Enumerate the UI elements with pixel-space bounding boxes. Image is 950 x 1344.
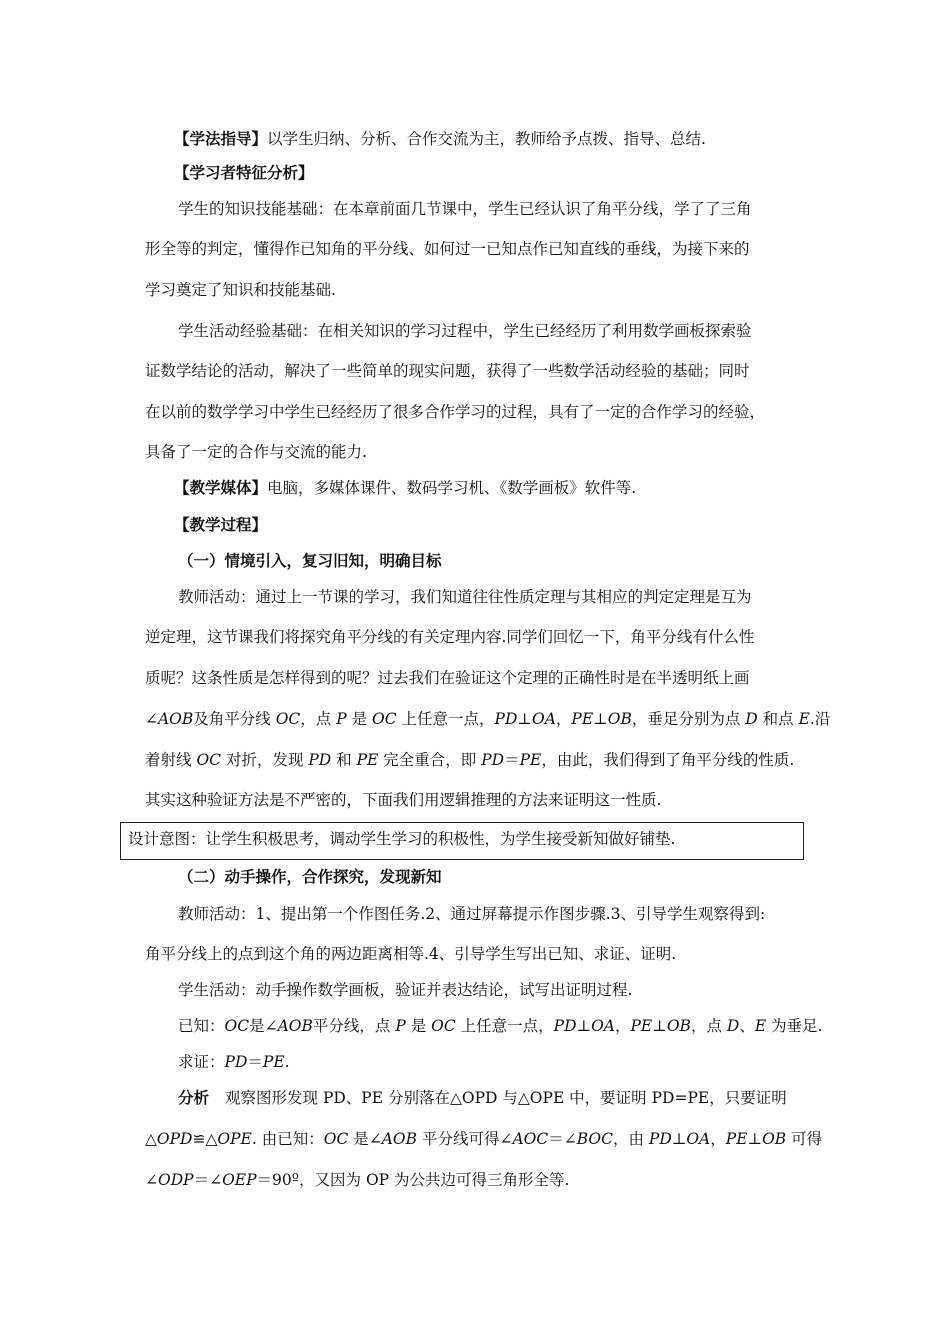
math-text: ∠OEP bbox=[209, 1171, 257, 1189]
text-run: 观察图形发现 PD、PE 分别落在△OPD 与△OPE 中，要证明 PD=PE，只要证明 bbox=[225, 1089, 787, 1107]
math-text: PE bbox=[630, 1017, 653, 1035]
math-text: OPE bbox=[217, 1130, 252, 1148]
math-text: E bbox=[754, 1017, 767, 1035]
text-run: 完全重合，即 bbox=[378, 751, 482, 769]
math-text: OB bbox=[607, 710, 632, 728]
media-line bbox=[174, 478, 636, 498]
paragraph-line: 逆定理，这节课我们将探究角平分线的有关定理内容.同学们回忆一下，角平分线有什么性 bbox=[145, 628, 755, 646]
text-run: ＝ bbox=[548, 1130, 564, 1148]
text-run: 对折，发现 bbox=[221, 751, 309, 769]
design-intent-text: 设计意图：让学生积极思考，调动学生学习的积极性，为学生接受新知做好铺垫. bbox=[128, 830, 676, 848]
math-text: PD bbox=[494, 710, 518, 728]
text-run: ，由 bbox=[612, 1130, 649, 1148]
paragraph-line: 具备了一定的合作与交流的能力. bbox=[145, 443, 367, 461]
math-text: OC bbox=[372, 710, 397, 728]
analysis-line bbox=[178, 1088, 787, 1108]
math-text: PE bbox=[571, 710, 594, 728]
section2-title: （二）动手操作，合作探究，发现新知 bbox=[178, 868, 442, 886]
paragraph-line bbox=[145, 750, 794, 770]
math-text: OC bbox=[224, 1017, 250, 1035]
paragraph-line: 学习奠定了知识和技能基础. bbox=[145, 281, 336, 299]
analysis-label: 分析 bbox=[178, 1089, 210, 1107]
text-run: 着射线 bbox=[145, 751, 197, 769]
math-text: PE bbox=[519, 751, 542, 769]
text-run: △ bbox=[145, 1130, 157, 1148]
text-run: 已知： bbox=[178, 1017, 225, 1035]
text-run: ＝ bbox=[247, 1053, 263, 1071]
learner-analysis-heading: 【学习者特征分析】 bbox=[174, 164, 314, 182]
text-run: 是 bbox=[249, 1017, 265, 1035]
math-text: PD bbox=[553, 1017, 577, 1035]
paragraph-line: 其实这种验证方法是不严密的，下面我们用逻辑推理的方法来证明这一性质. bbox=[145, 791, 662, 809]
text-run: 平分线，点 bbox=[312, 1017, 396, 1035]
math-text: ∠BOC bbox=[563, 1130, 613, 1148]
text-run: ⊥ bbox=[576, 1017, 592, 1035]
paragraph-line: 学生活动经验基础：在相关知识的学习过程中，学生已经经历了利用数学画板探索验 bbox=[178, 322, 752, 340]
text-run: ＝ bbox=[193, 1171, 210, 1189]
math-text: ∠AOB bbox=[264, 1017, 313, 1035]
text-run: ，由此，我们得到了角平分线的性质. bbox=[541, 751, 795, 769]
text-run: 平分线可得 bbox=[417, 1130, 500, 1148]
math-text: PD bbox=[224, 1053, 248, 1071]
media-text: 电脑，多媒体课件、数码学习机、《数学画板》软件等. bbox=[267, 479, 637, 497]
math-text: D bbox=[745, 710, 758, 728]
text-run: 是 bbox=[405, 1017, 432, 1035]
text-run: 和点 bbox=[757, 710, 799, 728]
math-text: PD bbox=[308, 751, 332, 769]
section1-title: （一）情境引入，复习旧知，明确目标 bbox=[178, 552, 442, 570]
text-run: 可得 bbox=[786, 1130, 823, 1148]
text-run: ⊥ bbox=[671, 1130, 687, 1148]
paragraph-line: 在以前的数学学习中学生已经经历了很多合作学习的过程，具有了一定的合作学习的经验， bbox=[145, 403, 766, 421]
text-run: 是 bbox=[346, 710, 373, 728]
text-run: ⊥ bbox=[517, 710, 532, 728]
text-run: ≌△ bbox=[192, 1130, 218, 1148]
media-heading: 【教学媒体】 bbox=[174, 479, 268, 497]
paragraph-line: 证数学结论的活动，解决了一些简单的现实问题，获得了一些数学活动经验的基础；同时 bbox=[145, 362, 750, 380]
text-run: ⊥ bbox=[652, 1017, 667, 1035]
math-text: OB bbox=[762, 1130, 787, 1148]
text-run: 及角平分线 bbox=[193, 710, 276, 728]
math-text: E bbox=[798, 710, 810, 728]
math-text: P bbox=[395, 1017, 406, 1035]
paragraph-line: 质呢？这条性质是怎样得到的呢？过去我们在验证这个定理的正确性时是在半透明纸上画 bbox=[145, 669, 750, 687]
text-run: . 由已知： bbox=[251, 1130, 324, 1148]
math-text: PD bbox=[648, 1130, 672, 1148]
analysis-line bbox=[145, 1170, 569, 1190]
math-text: ∠AOB bbox=[368, 1130, 418, 1148]
analysis-line bbox=[145, 1129, 822, 1149]
prove-line bbox=[178, 1052, 290, 1072]
math-text: OA bbox=[531, 710, 556, 728]
text-run: ，垂足分别为点 bbox=[631, 710, 746, 728]
text-run: 求证： bbox=[178, 1053, 225, 1071]
text-run: 上任意一点， bbox=[396, 710, 495, 728]
text-run: 是 bbox=[348, 1130, 369, 1148]
paragraph-line: 角平分线上的点到这个角的两边距离相等.4、引导学生写出已知、求证、证明. bbox=[145, 945, 677, 963]
process-heading: 【教学过程】 bbox=[174, 516, 268, 534]
math-text: OB bbox=[666, 1017, 691, 1035]
text-run: 上任意一点， bbox=[455, 1017, 554, 1035]
text-run: ⊥ bbox=[747, 1130, 763, 1148]
math-text: ∠AOB bbox=[145, 710, 194, 728]
math-text: D bbox=[726, 1017, 740, 1035]
paragraph-line: 学生的知识技能基础：在本章前面几节课中，学生已经认识了角平分线，学了了三角 bbox=[178, 200, 752, 218]
text-run: ＝90º bbox=[256, 1171, 300, 1189]
text-run: 和 bbox=[331, 751, 357, 769]
math-text: PE bbox=[725, 1130, 748, 1148]
study-guide-heading: 【学法指导】 bbox=[174, 130, 268, 148]
math-text: P bbox=[336, 710, 347, 728]
study-guide-text: 以学生归纳、分析、合作交流为主，教师给予点拨、指导、总结. bbox=[267, 130, 706, 148]
text-run: . bbox=[284, 1053, 290, 1071]
given-line bbox=[178, 1016, 823, 1036]
study-guide-line bbox=[174, 129, 706, 149]
math-text: OC bbox=[323, 1130, 349, 1148]
math-text: PD bbox=[481, 751, 505, 769]
text-run: ， bbox=[614, 1017, 631, 1035]
math-text: OC bbox=[275, 710, 301, 728]
math-text: PE bbox=[356, 751, 379, 769]
math-text: OC bbox=[431, 1017, 456, 1035]
paragraph-line bbox=[145, 709, 830, 729]
text-run: 为垂足. bbox=[766, 1017, 823, 1035]
math-text: OC bbox=[196, 751, 222, 769]
math-text: OPD bbox=[156, 1130, 193, 1148]
text-run: ，点 bbox=[690, 1017, 727, 1035]
text-run: ，又因为 OP 为公共边可得三角形全等. bbox=[299, 1171, 570, 1189]
math-text: ∠ODP bbox=[145, 1171, 194, 1189]
paragraph-line: 教师活动：1、提出第一个作图任务.2、通过屏幕提示作图步骤.3、引导学生观察得到: bbox=[178, 905, 766, 923]
text-run: 、 bbox=[739, 1017, 755, 1035]
math-text: ∠AOC bbox=[499, 1130, 549, 1148]
paragraph-line: 教师活动：通过上一节课的学习，我们知道往往性质定理与其相应的判定定理是互为 bbox=[178, 588, 752, 606]
text-run: ＝ bbox=[504, 751, 520, 769]
text-run: ， bbox=[555, 710, 572, 728]
text-run: ， bbox=[710, 1130, 726, 1148]
text-run: ⊥ bbox=[593, 710, 608, 728]
math-text: PE bbox=[262, 1053, 285, 1071]
paragraph-line: 学生活动：动手操作数学画板，验证并表达结论，试写出证明过程. bbox=[178, 981, 633, 999]
text-run: ，点 bbox=[300, 710, 337, 728]
paragraph-line: 形全等的判定，懂得作已知角的平分线、如何过一已知点作已知直线的垂线，为接下来的 bbox=[145, 240, 750, 258]
math-text: OA bbox=[591, 1017, 615, 1035]
text-run: .沿 bbox=[809, 710, 831, 728]
math-text: OA bbox=[686, 1130, 711, 1148]
